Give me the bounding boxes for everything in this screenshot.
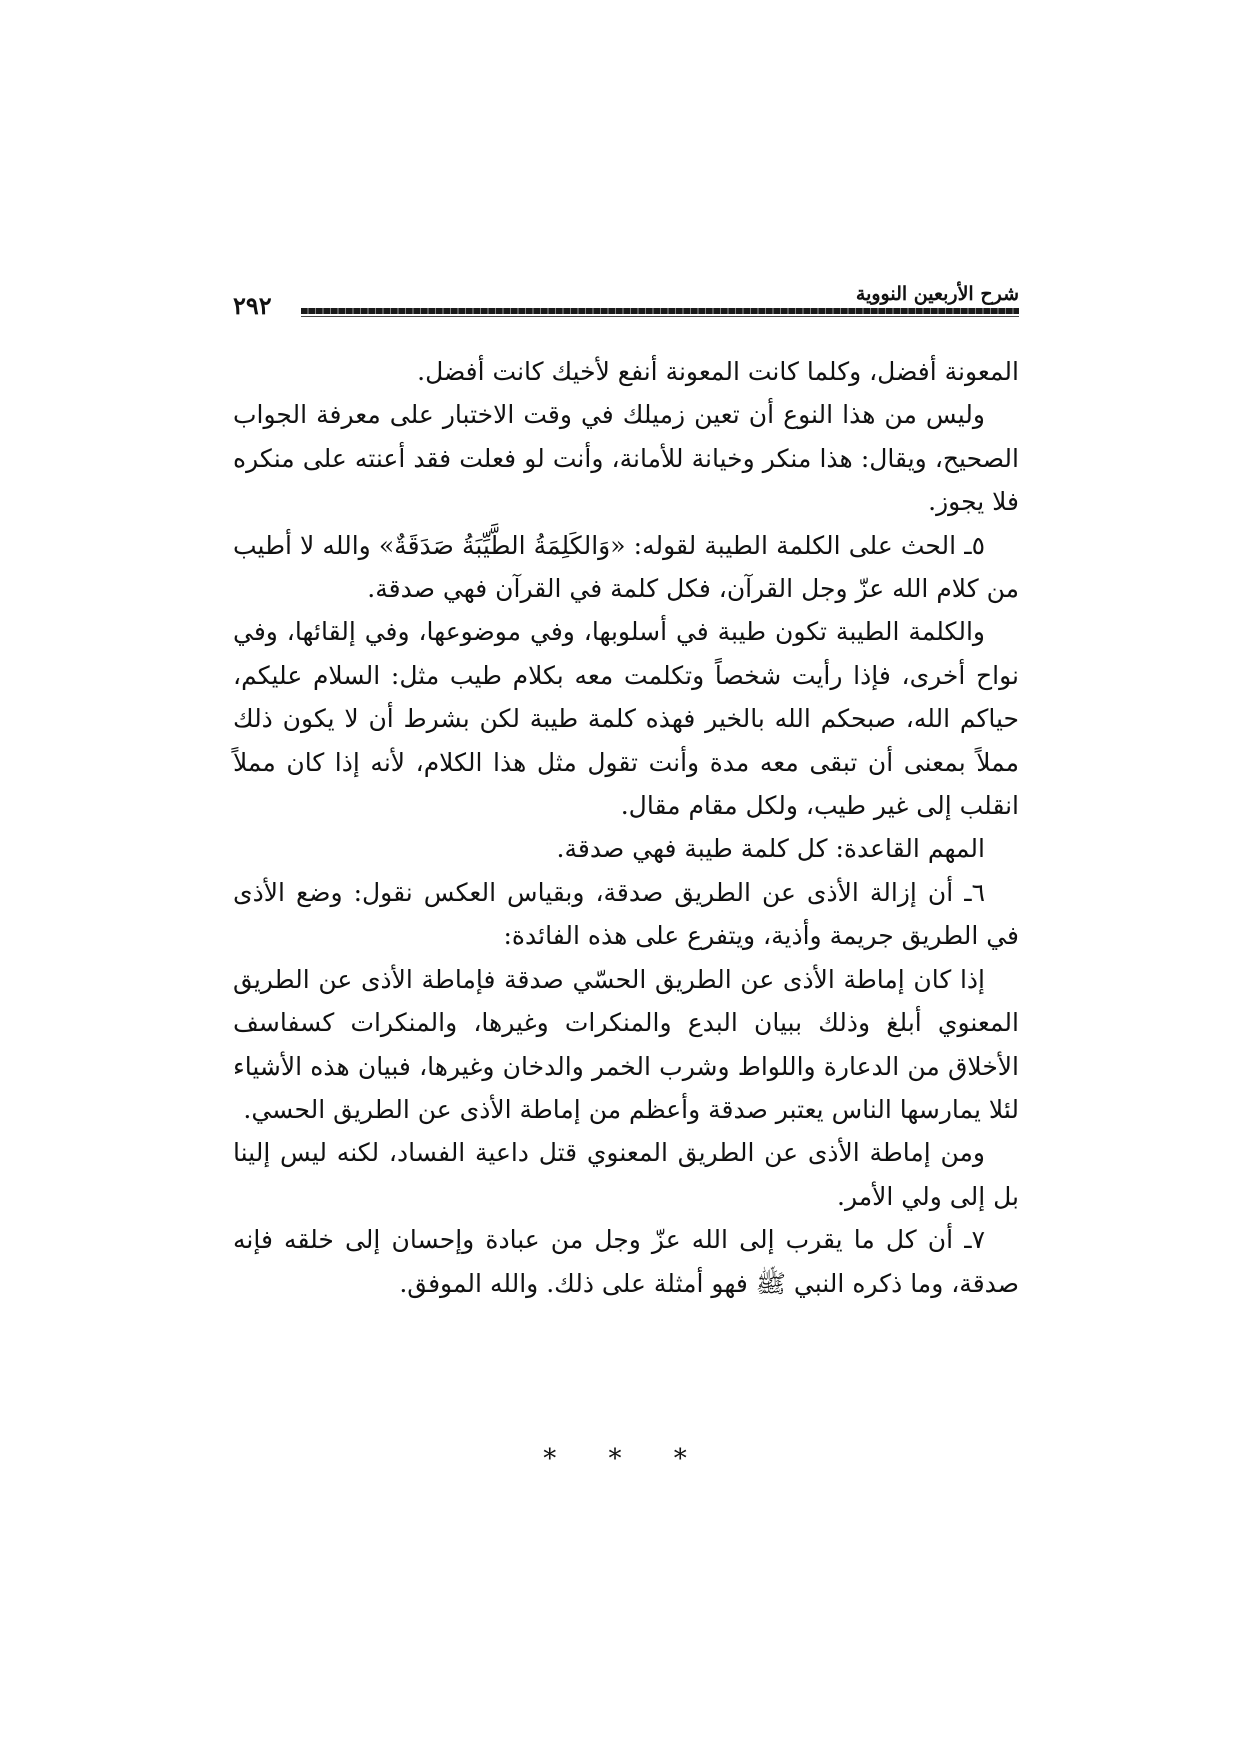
paragraph-5: المهم القاعدة: كل كلمة طيبة فهي صدقة. [556,834,985,864]
running-header [233,282,1019,318]
paragraph-7: إذا كان إماطة الأذى عن الطريق الحسّي صدقة فإماطة الأذى عن الطريق المعنوي أبلغ وذلك ببيان البدع والمنكرات وغيرها، والمنكرات كسفاسف الأخلاق من الدعارة واللواط وشرب الخمر والدخان وغيرها، فبيان هذه الأشياء لئلا يمارسها الناس يعتبر صدقة وأعظم من إماطة الأذى عن الطريق الحسي. [233,964,1019,1124]
header-rule [301,308,1019,314]
paragraph-3: ٥ـ الحث على الكلمة الطيبة لقوله: «وَالكَلِمَةُ الطَّيِّبَةُ صَدَقَةٌ» والله لا أطيب من كلام الله عزّ وجل القرآن، فكل كلمة في القرآن فهي صدقة. [233,530,1019,604]
paragraph-6: ٦ـ أن إزالة الأذى عن الطريق صدقة، وبقياس العكس نقول: وضع الأذى في الطريق جريمة وأذية، ويتفرع على هذه الفائدة: [233,877,1019,951]
page-number: ٢٩٢ [233,291,272,320]
paragraph-8: ومن إماطة الأذى عن الطريق المعنوي قتل داعية الفساد، لكنه ليس إلينا بل إلى ولي الأمر. [233,1138,1019,1211]
section-separator: * * * [543,1444,709,1474]
paragraph-9: ٧ـ أن كل ما يقرب إلى الله عزّ وجل من عبادة وإحسان إلى خلقه فإنه صدقة، وما ذكره النبي ﷺ فهو أمثلة على ذلك. والله الموفق. [233,1225,1019,1298]
body-text [233,350,1019,1305]
paragraph-2: وليس من هذا النوع أن تعين زميلك في وقت الاختبار على معرفة الجواب الصحيح، ويقال: هذا منكر وخيانة للأمانة، وأنت لو فعلت فقد أعنته على منكره فلا يجوز. [233,400,1019,517]
paragraph-1: المعونة أفضل، وكلما كانت المعونة أنفع لأخيك كانت أفضل. [417,357,1019,386]
header-rule-thin [301,316,1019,317]
paragraph-4: والكلمة الطيبة تكون طيبة في أسلوبها، وفي موضوعها، وفي إلقائها، وفي نواح أخرى، فإذا رأيت شخصاً وتكلمت معه بكلام طيب مثل: السلام عليكم، حياكم الله، صبحكم الله بالخير فهذه كلمة طيبة لكن بشرط أن لا يكون ذلك مملاً بمعنى أن تبقى معه مدة وأنت تقول مثل هذا الكلام، لأنه إذا كان مملاً انقلب إلى غير طيب، ولكل مقام مقال. [233,617,1019,821]
header-title: شرح الأربعين النووية [855,283,1019,305]
